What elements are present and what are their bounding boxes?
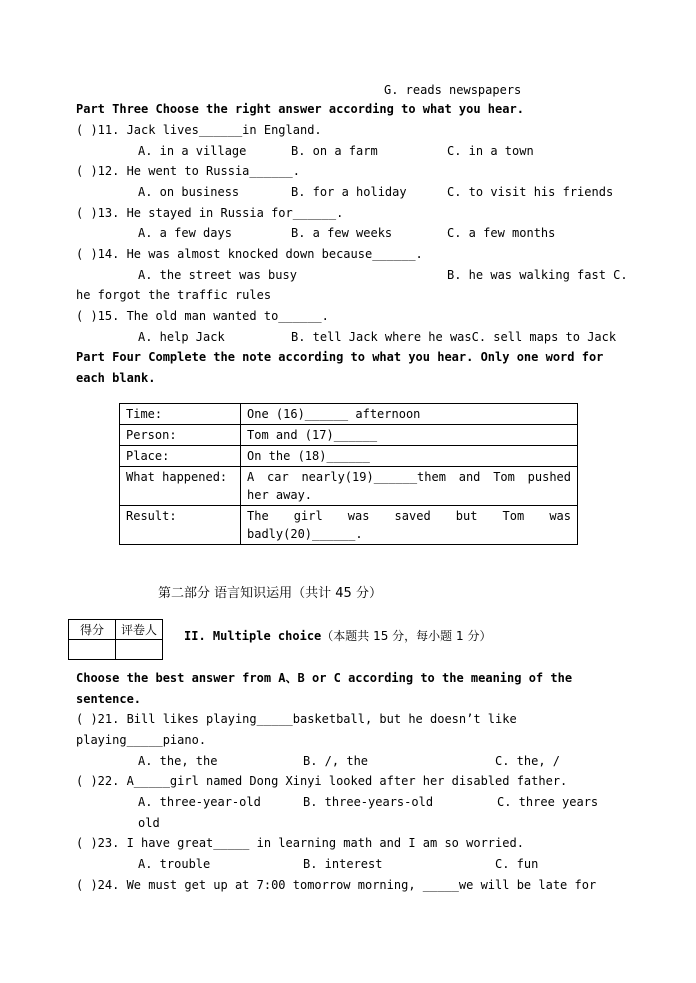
q22-option-b: B. three-years-old: [303, 795, 434, 809]
q11-option-b: B. on a farm: [291, 144, 378, 158]
table-row: [120, 446, 578, 467]
q21-option-b: B. /, the: [303, 754, 369, 768]
q21-option-c: C. the, /: [495, 754, 561, 768]
q12-option-a: A. on business: [138, 185, 240, 199]
table-row: [120, 404, 578, 425]
q14-option-a: A. the street was busy: [138, 268, 297, 282]
q23-option-a: A. trouble: [138, 857, 211, 871]
section-two-heading: [184, 628, 491, 644]
option-g-text: G. reads newspapers: [384, 83, 522, 97]
score-table: [68, 619, 163, 660]
q21-option-a: A. the, the: [138, 754, 218, 768]
score-header: 得分: [69, 620, 116, 640]
question-23-stem: ( )23. I have great_____ in learning math and I am so worried.: [76, 836, 524, 850]
table-row: [69, 620, 163, 640]
q22-option-a: A. three-year-old: [138, 795, 261, 809]
q11-option-a: A. in a village: [138, 144, 247, 158]
instruction-line2: sentence.: [76, 692, 142, 706]
note-key-place: Place:: [120, 446, 241, 467]
note-key-what-happened: What happened:: [120, 467, 241, 506]
q23-option-c: C. fun: [495, 857, 539, 871]
table-row: [120, 425, 578, 446]
q12-option-c: C. to visit his friends: [447, 185, 614, 199]
q11-option-c: C. in a town: [447, 144, 534, 158]
note-value-person: Tom and (17)______: [241, 425, 578, 446]
question-12-stem: ( )12. He went to Russia______.: [76, 164, 300, 178]
q14-option-c-continuation: he forgot the traffic rules: [76, 288, 272, 302]
question-24-stem: ( )24. We must get up at 7:00 tomorrow morning, _____we will be late for: [76, 878, 597, 892]
question-21-line2: playing_____piano.: [76, 733, 207, 747]
q15-option-a: A. help Jack: [138, 330, 225, 344]
note-key-time: Time:: [120, 404, 241, 425]
multiple-choice-points: （本题共 15 分，每小题 1 分）: [321, 629, 492, 643]
question-22-stem: ( )22. A_____girl named Dong Xinyi looked after her disabled father.: [76, 774, 568, 788]
section-two-title: 第二部分 语言知识运用（共计 45 分）: [158, 586, 382, 601]
note-key-person: Person:: [120, 425, 241, 446]
part-four-title-line2: each blank.: [76, 371, 156, 385]
table-row: [120, 506, 578, 545]
question-13-stem: ( )13. He stayed in Russia for______.: [76, 206, 344, 220]
q14-option-b: B. he was walking fast C.: [447, 268, 628, 282]
multiple-choice-heading: II. Multiple choice: [184, 629, 322, 643]
q13-option-c: C. a few months: [447, 226, 556, 240]
question-15-stem: ( )15. The old man wanted to______.: [76, 309, 329, 323]
score-cell[interactable]: [69, 640, 116, 660]
note-value-what-happened: A car nearly(19)______them and Tom pushed her away.: [241, 467, 578, 506]
question-21-line1: ( )21. Bill likes playing_____basketball, but he doesn’t like: [76, 712, 517, 726]
note-value-time: One (16)______ afternoon: [241, 404, 578, 425]
part-four-title-text: Part Four Complete the note according to what you hear. Only one word for: [76, 350, 604, 364]
note-value-place: On the (18)______: [241, 446, 578, 467]
q13-option-b: B. a few weeks: [291, 226, 393, 240]
q22-option-c: C. three years: [497, 795, 599, 809]
table-row: [120, 467, 578, 506]
note-key-result: Result:: [120, 506, 241, 545]
q22-option-c-continuation: old: [138, 816, 160, 830]
question-11-stem: ( )11. Jack lives______in England.: [76, 123, 322, 137]
note-value-result: The girl was saved but Tom was badly(20)______.: [241, 506, 578, 545]
table-row: [69, 640, 163, 660]
q13-option-a: A. a few days: [138, 226, 232, 240]
question-14-stem: ( )14. He was almost knocked down because______.: [76, 247, 423, 261]
grader-header: 评卷人: [116, 620, 163, 640]
part-three-title: Part Three Choose the right answer according to what you hear.: [76, 102, 524, 116]
note-table: [119, 403, 578, 545]
q15-option-bc: B. tell Jack where he wasC. sell maps to Jack: [291, 330, 617, 344]
grader-cell[interactable]: [116, 640, 163, 660]
q23-option-b: B. interest: [303, 857, 383, 871]
instruction-line1: Choose the best answer from A、B or C according to the meaning of the: [76, 671, 573, 685]
q12-option-b: B. for a holiday: [291, 185, 407, 199]
part-four-title-line1: [76, 349, 621, 365]
